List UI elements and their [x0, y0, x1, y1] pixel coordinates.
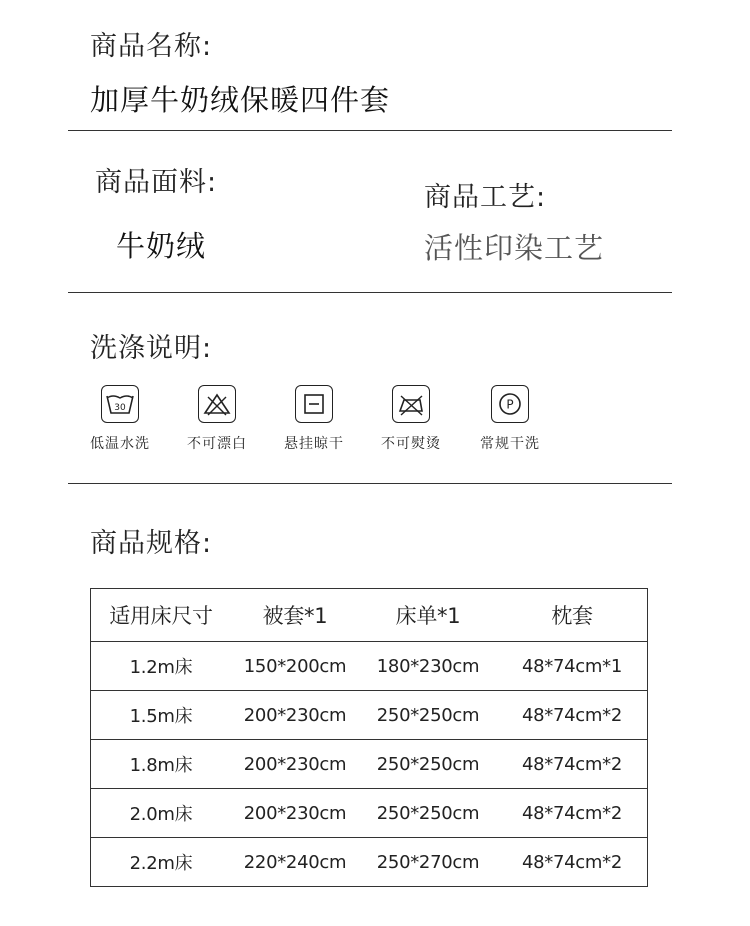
table-row — [91, 837, 647, 886]
spec-table — [90, 588, 648, 887]
care-item — [465, 385, 555, 453]
table-cell: 200*230cm — [243, 704, 347, 726]
table-cell: 2.2m床 — [129, 853, 193, 874]
process-label: 商品工艺: — [424, 182, 547, 213]
care-item — [366, 385, 456, 453]
divider — [68, 292, 672, 293]
table-row — [91, 739, 647, 788]
table-cell: 48*74cm*2 — [522, 851, 622, 873]
table-cell: 150*200cm — [243, 655, 347, 677]
no-bleach-icon — [198, 385, 236, 423]
care-caption: 低温水洗 — [90, 436, 150, 452]
table-header-row — [91, 589, 647, 641]
column-header: 床单*1 — [395, 604, 461, 628]
fabric-label: 商品面料: — [95, 167, 218, 198]
care-item — [269, 385, 359, 453]
table-cell: 48*74cm*2 — [522, 704, 622, 726]
svg-text:30: 30 — [114, 403, 126, 413]
washing-label: 洗涤说明: — [90, 333, 213, 364]
column-header: 被套*1 — [262, 604, 328, 628]
table-cell: 250*250cm — [376, 704, 480, 726]
table-cell: 1.2m床 — [129, 657, 193, 678]
svg-text:P: P — [506, 397, 514, 412]
line-dry-icon — [295, 385, 333, 423]
product-name-value: 加厚牛奶绒保暖四件套 — [90, 83, 391, 117]
divider — [68, 483, 672, 484]
care-caption: 常规干洗 — [480, 436, 540, 452]
table-cell: 2.0m床 — [129, 804, 193, 825]
table-row — [91, 690, 647, 739]
table-cell: 200*230cm — [243, 802, 347, 824]
table-cell: 220*240cm — [243, 851, 347, 873]
divider — [68, 130, 672, 131]
table-cell: 48*74cm*1 — [522, 655, 622, 677]
table-cell: 48*74cm*2 — [522, 802, 622, 824]
dry-clean-icon — [491, 385, 529, 423]
wash-30-icon — [101, 385, 139, 423]
table-cell: 250*270cm — [376, 851, 480, 873]
specs-label: 商品规格: — [90, 528, 213, 559]
care-caption: 悬挂晾干 — [284, 436, 344, 452]
table-cell: 1.8m床 — [129, 755, 193, 776]
table-row — [91, 788, 647, 837]
no-iron-icon — [392, 385, 430, 423]
table-cell: 200*230cm — [243, 753, 347, 775]
table-cell: 180*230cm — [376, 655, 480, 677]
table-cell: 250*250cm — [376, 753, 480, 775]
care-item — [172, 385, 262, 453]
table-cell: 1.5m床 — [129, 706, 193, 727]
column-header: 枕套 — [551, 604, 593, 628]
table-cell: 250*250cm — [376, 802, 480, 824]
fabric-value: 牛奶绒 — [116, 229, 207, 263]
care-caption: 不可漂白 — [187, 436, 247, 452]
process-value: 活性印染工艺 — [424, 231, 605, 265]
product-name-label: 商品名称: — [90, 31, 213, 62]
care-item — [75, 385, 165, 453]
table-row — [91, 641, 647, 690]
care-caption: 不可熨烫 — [381, 436, 441, 452]
column-header: 适用床尺寸 — [109, 604, 213, 628]
table-cell: 48*74cm*2 — [522, 753, 622, 775]
